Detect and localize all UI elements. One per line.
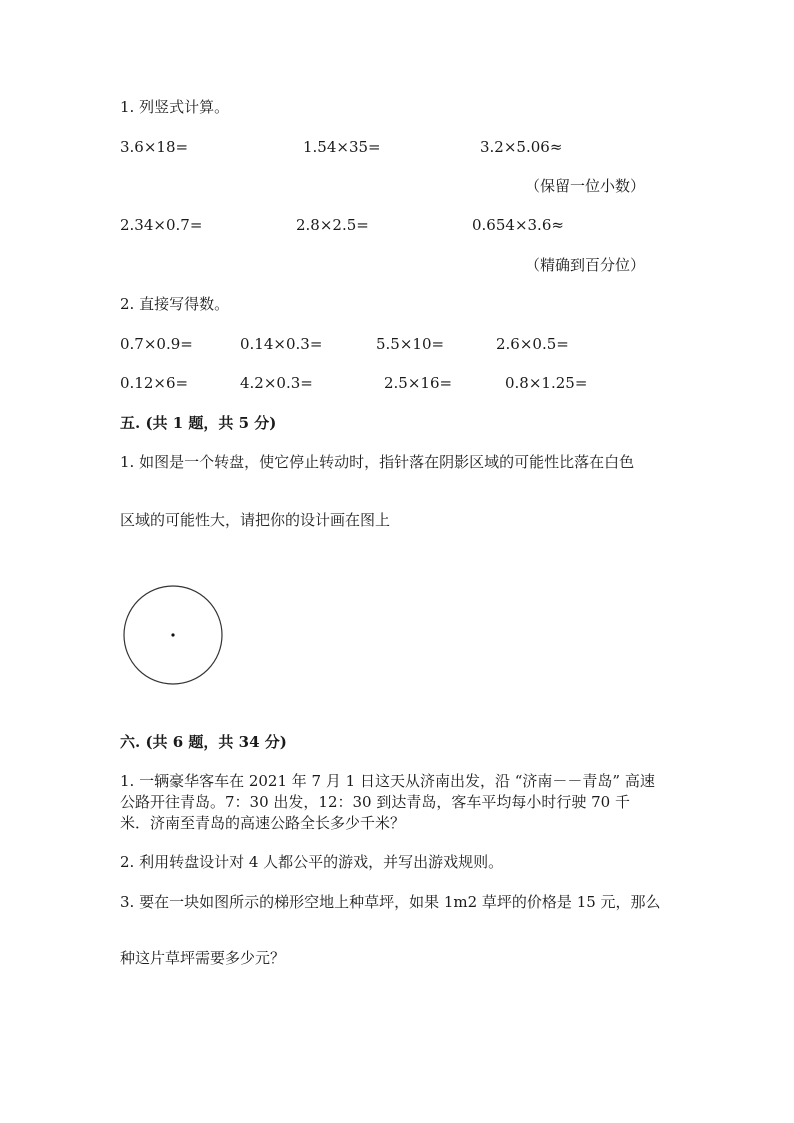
q2-expr-2: 0.14×0.3= [240,335,323,353]
q2-expr-5: 0.12×6= [120,374,189,392]
q2-expr-3: 5.5×10= [376,335,445,353]
q1-title: 1. 列竖式计算。 [120,98,230,116]
q1-expr-4: 2.34×0.7= [120,216,203,234]
section-6-q1-line2: 公路开往青岛。7：30 出发，12：30 到达青岛，客车平均每小时行驶 70 千 [120,793,630,811]
section-5-q1-line2: 区域的可能性大，请把你的设计画在图上 [120,511,391,529]
q1-expr-5: 2.8×2.5= [296,216,369,234]
q2-title: 2. 直接写得数。 [120,295,230,313]
q2-expr-8: 0.8×1.25= [505,374,588,392]
q1-expr-3: 3.2×5.06≈ [480,138,563,156]
q2-expr-4: 2.6×0.5= [496,335,569,353]
section-6-q3-line2: 种这片草坪需要多少元？ [120,949,286,967]
spinner-center-dot [171,633,174,636]
section-6-q2: 2. 利用转盘设计对 4 人都公平的游戏，并写出游戏规则。 [120,853,504,871]
q2-expr-7: 2.5×16= [384,374,453,392]
spinner-circle [120,584,226,690]
q1-note-2: （精确到百分位） [525,256,646,274]
section-6-heading: 六. (共 6 题，共 34 分) [120,733,287,751]
section-6-q1-line3: 米．济南至青岛的高速公路全长多少千米？ [120,814,406,832]
q2-expr-1: 0.7×0.9= [120,335,193,353]
section-6-q3-line1: 3. 要在一块如图所示的梯形空地上种草坪，如果 1m2 草坪的价格是 15 元，那么 [120,893,661,911]
section-5-heading: 五. (共 1 题，共 5 分) [120,414,277,432]
section-6-q1-line1: 1. 一辆豪华客车在 2021 年 7 月 1 日这天从济南出发，沿 “济南－－青岛” 高速 [120,772,655,790]
q1-expr-2: 1.54×35= [303,138,381,156]
q1-expr-6: 0.654×3.6≈ [472,216,564,234]
section-5-q1-line1: 1. 如图是一个转盘，使它停止转动时，指针落在阴影区域的可能性比落在白色 [120,453,635,471]
q2-expr-6: 4.2×0.3= [240,374,313,392]
q1-note-1: （保留一位小数） [525,177,646,195]
spinner-diagram [120,584,226,690]
q1-expr-1: 3.6×18= [120,138,189,156]
